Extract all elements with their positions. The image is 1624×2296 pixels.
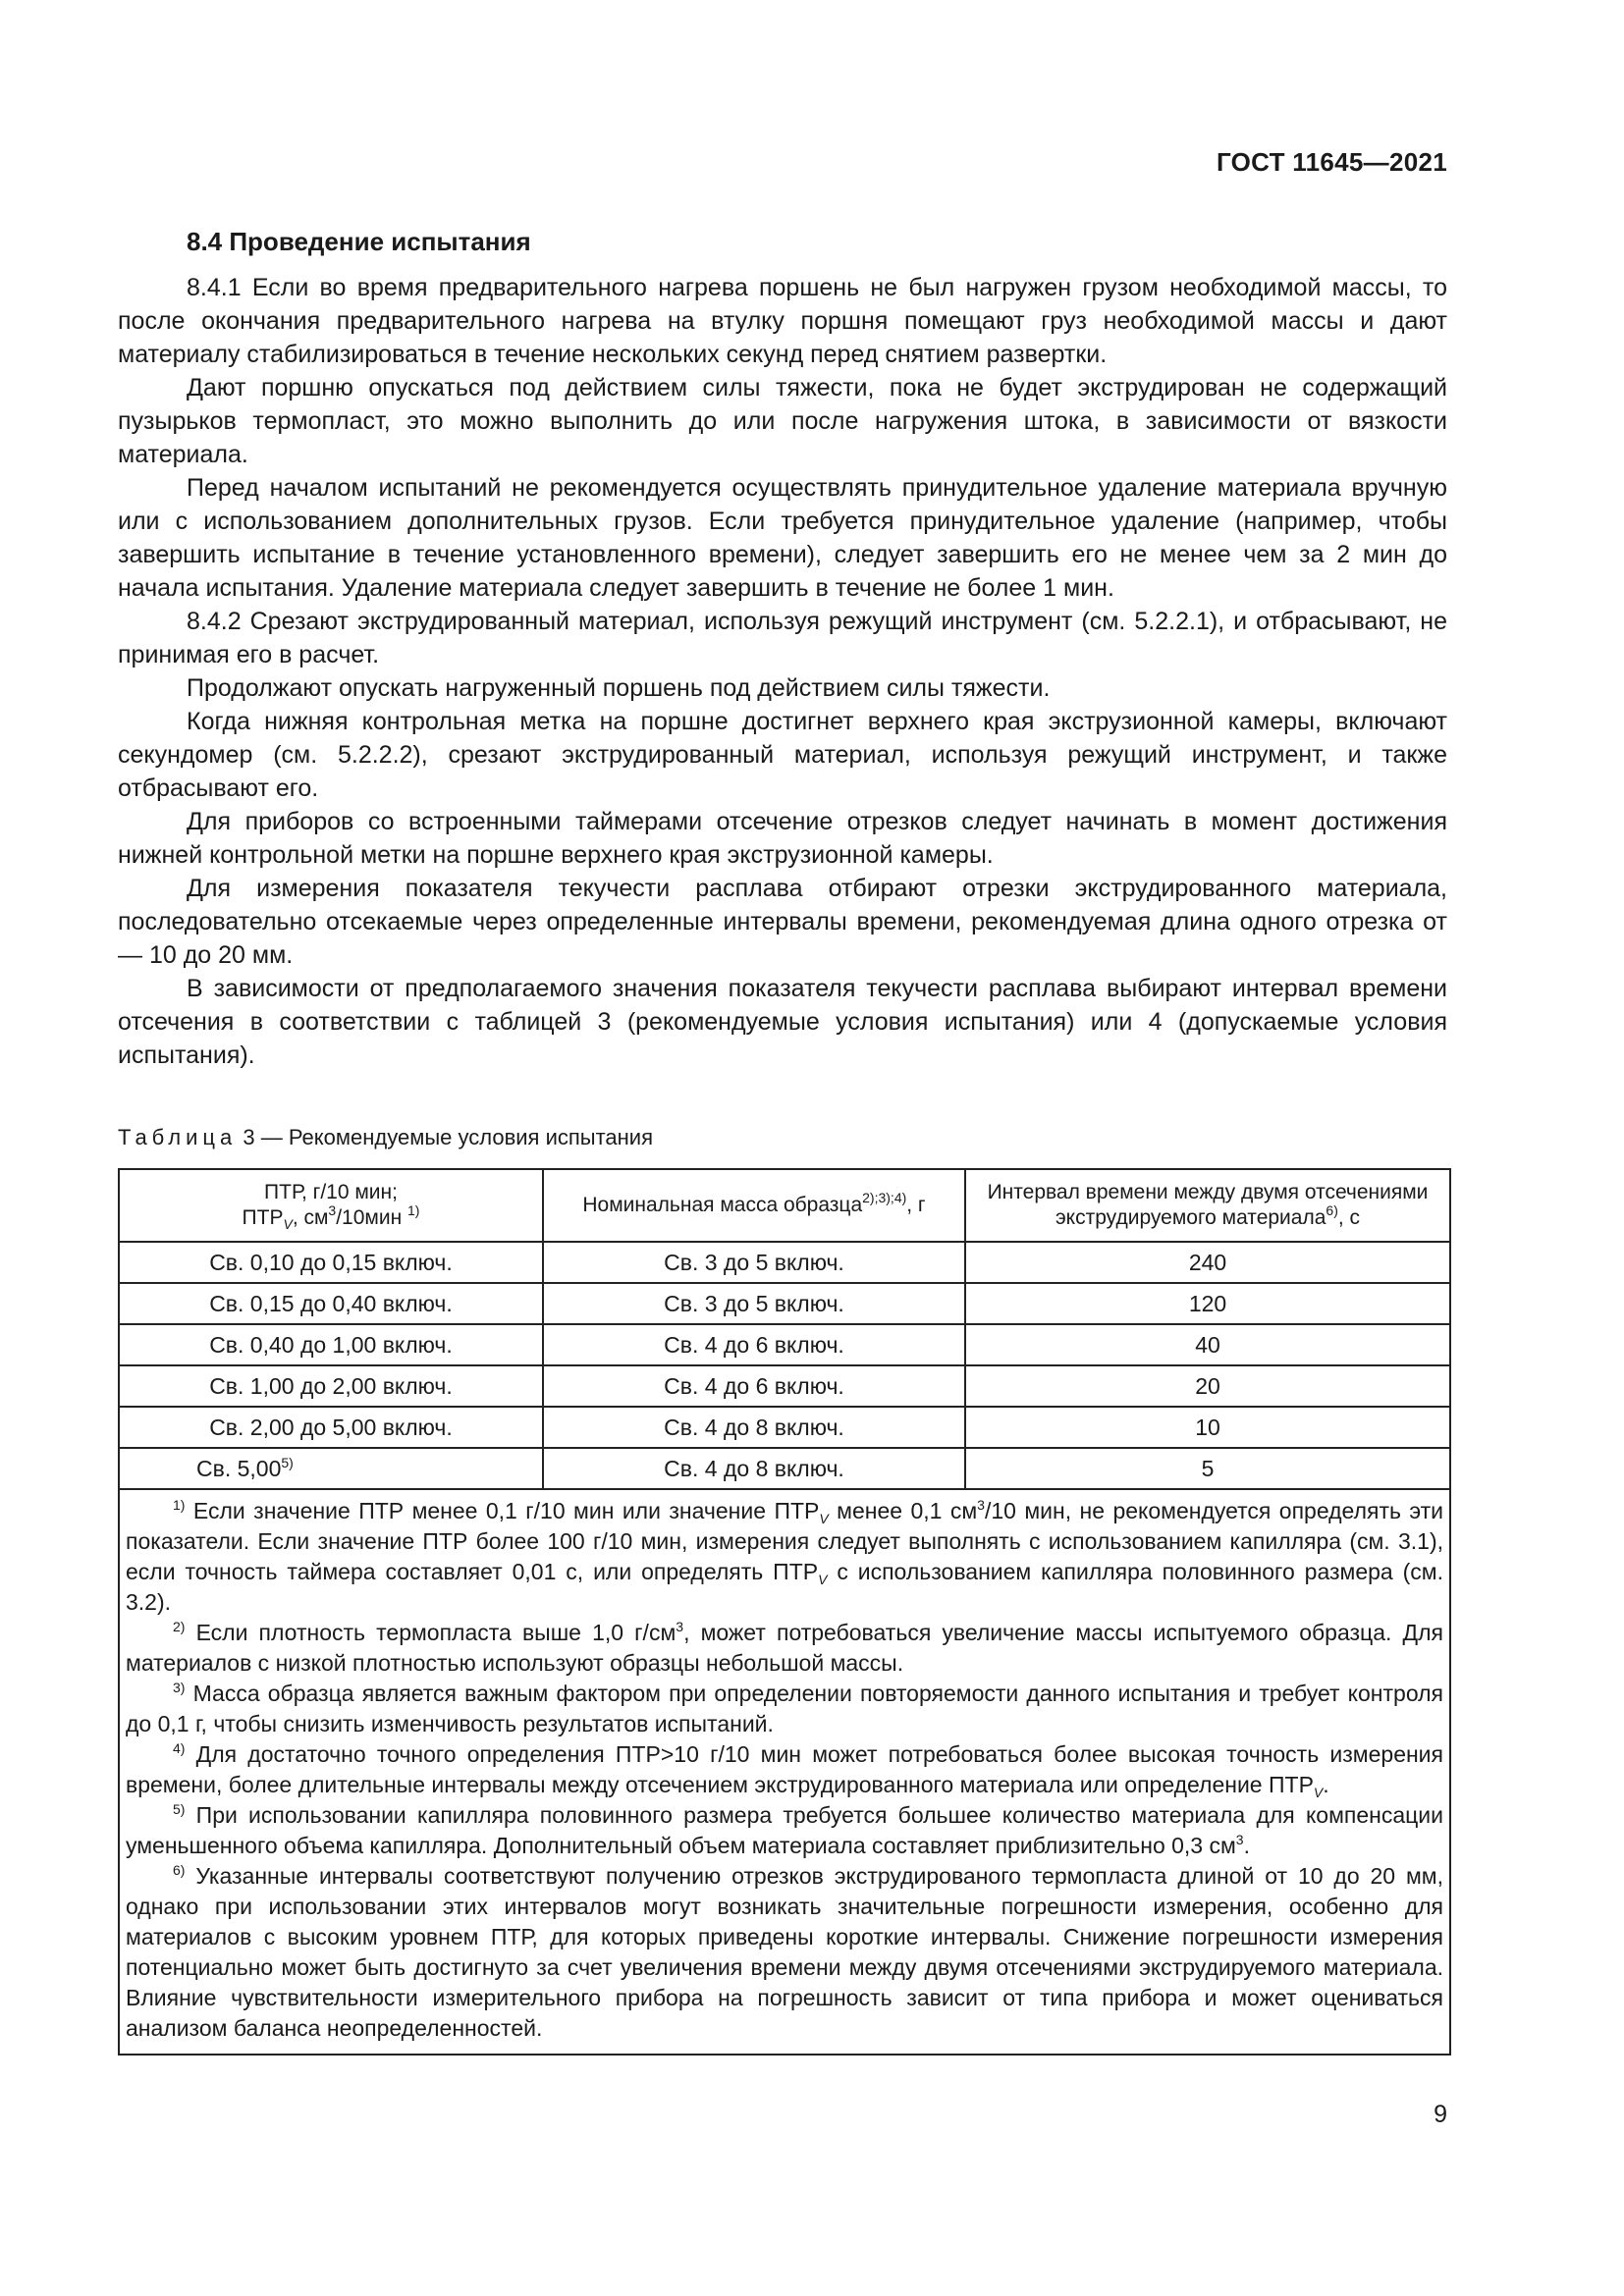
conditions-table <box>118 1168 1451 2056</box>
paragraph: Продолжают опускать нагруженный поршень под действием силы тяжести. <box>187 674 1051 702</box>
footnote-text: Масса образца является важным фактором при определении повторяемости данного испытания и требует контроля до 0,1 г, чтобы снизить изменчивость результатов испытаний. <box>126 1681 1443 1736</box>
footnote-text: , может потребоваться увеличение массы испытуемого образца. Для материалов с низкой плотностью используют образцы небольшой массы. <box>126 1620 1443 1676</box>
cell-interval: 5 <box>965 1448 1450 1489</box>
paragraph: Для приборов со встроенными таймерами отсечение отрезков следует начинать в момент достижения нижней контрольной метки на поршне верхнего края экструзионной камеры. <box>118 808 1447 869</box>
cell-mass: Св. 4 до 6 включ. <box>543 1365 965 1407</box>
table-caption-text: 3 — Рекомендуемые условия испытания <box>237 1125 654 1149</box>
footnote-sup: 3 <box>1235 1832 1244 1847</box>
table-caption-label: Таблица <box>118 1125 238 1149</box>
footnote-text: с использованием капилляра половинного размера (см. 3.2). <box>126 1559 1443 1615</box>
footnote-1 <box>126 1496 1443 1618</box>
table-row <box>119 1283 1450 1324</box>
cell-mass: Св. 3 до 5 включ. <box>543 1242 965 1283</box>
cell-interval: 10 <box>965 1407 1450 1448</box>
footnote-6 <box>126 1861 1443 2044</box>
footnote-3 <box>126 1679 1443 1739</box>
paragraph: Перед началом испытаний не рекомендуется осуществлять принудительное удаление материала вручную или с использованием дополнительных грузов. Если требуется принудительное удаление (например, чтобы завершить испытание в течение установленного времени), следует завершить его не менее чем за 2 мин до начала испытания. Удаление материала следует завершить в течение не более 1 мин. <box>118 474 1447 602</box>
cell-mass: Св. 4 до 8 включ. <box>543 1407 965 1448</box>
cell-ptr: Св. 1,00 до 2,00 включ. <box>119 1365 543 1407</box>
cell-mass: Св. 4 до 8 включ. <box>543 1448 965 1489</box>
table-header-row <box>119 1169 1450 1242</box>
cell-interval: 240 <box>965 1242 1450 1283</box>
footnote-text: . <box>1323 1772 1329 1797</box>
header-ptr-note: 1) <box>407 1202 420 1218</box>
cell-ptr: Св. 2,00 до 5,00 включ. <box>119 1407 543 1448</box>
table-row <box>119 1242 1450 1283</box>
document-id: ГОСТ 11645—2021 <box>1216 147 1447 177</box>
header-mass <box>543 1169 965 1242</box>
footnote-sub: V <box>1313 1785 1324 1800</box>
paragraph: 8.4.2 Срезают экструдированный материал, используя режущий инструмент (см. 5.2.2.1), и отбрасывают, не принимая его в расчет. <box>118 608 1447 668</box>
footnote-2 <box>126 1618 1443 1679</box>
header-ptr-label: ПТР <box>242 1206 284 1229</box>
footnote-text: Если значение ПТР менее 0,1 г/10 мин или значение ПТР <box>185 1498 820 1523</box>
paragraph: Когда нижняя контрольная метка на поршне достигнет верхнего края экструзионной камеры, включают секундомер (см. 5.2.2.2), срезают экструдированный материал, используя режущий инструмент, и также отбрасывают его. <box>118 708 1447 802</box>
header-interval-unit: , с <box>1337 1206 1361 1229</box>
cell-ptr-note: 5) <box>281 1454 294 1470</box>
table-row <box>119 1448 1450 1489</box>
footnote-sub: V <box>819 1511 829 1526</box>
header-ptr-sub: V <box>283 1216 293 1232</box>
footnote-text: Для достаточно точного определения ПТР>10 г/10 мин может потребоваться более высокая точность измерения времени, более длительные интервалы между отсечением экструдированного материала или определение ПТР <box>126 1741 1443 1797</box>
table-caption <box>118 1125 653 1150</box>
header-ptr-line1: ПТР, г/10 мин; <box>264 1181 398 1203</box>
cell-mass: Св. 3 до 5 включ. <box>543 1283 965 1324</box>
table-footnotes <box>119 1489 1450 2055</box>
table-row <box>119 1407 1450 1448</box>
header-ptr-sup: 3 <box>328 1202 337 1218</box>
page-number: 9 <box>1434 2101 1447 2128</box>
paragraph: В зависимости от предполагаемого значения показателя текучести расплава выбирают интервал времени отсечения в соответствии с таблицей 3 (рекомендуемые условия испытания) или 4 (допускаемые условия испытания). <box>118 975 1447 1069</box>
header-interval <box>965 1169 1450 1242</box>
paragraph: 8.4.1 Если во время предварительного нагрева поршень не был нагружен грузом необходимой массы, то после окончания предварительного нагрева на втулку поршня помещают груз необходимой массы и дают материалу стабилизироваться в течение нескольких секунд перед снятием развертки. <box>118 274 1447 368</box>
footnote-text: /10 мин, не рекомендуется определять эти показатели. Если значение ПТР более 100 г/10 мин, измерения следует выполнять с использованием капилляра (см. 3.1), если точность таймера составляет 0,01 с, или определять ПТР <box>126 1498 1443 1584</box>
footnote-text: Если плотность термопласта выше 1,0 г/см <box>185 1620 677 1645</box>
footnote-sup: 3 <box>977 1497 985 1513</box>
header-mass-unit: , г <box>906 1194 926 1216</box>
footnote-mark: 2) <box>173 1619 186 1634</box>
header-ptr-unit: , см <box>292 1206 329 1229</box>
header-mass-text: Номинальная масса образца <box>582 1194 863 1216</box>
header-interval-note: 6) <box>1326 1202 1338 1218</box>
header-mass-notes: 2);3);4) <box>862 1190 907 1205</box>
table-row <box>119 1365 1450 1407</box>
footnote-sub: V <box>818 1572 828 1587</box>
paragraph: Дают поршню опускаться под действием силы тяжести, пока не будет экструдирован не содержащий пузырьков термопласт, это можно выполнить до или после нагружения штока, в зависимости от вязкости материала. <box>118 374 1447 468</box>
cell-interval: 20 <box>965 1365 1450 1407</box>
cell-ptr: Св. 0,15 до 0,40 включ. <box>119 1283 543 1324</box>
cell-ptr: Св. 0,40 до 1,00 включ. <box>119 1324 543 1365</box>
cell-ptr: Св. 0,10 до 0,15 включ. <box>119 1242 543 1283</box>
header-ptr <box>119 1169 543 1242</box>
header-interval-text: Интервал времени между двумя отсечениями экструдируемого материала <box>987 1181 1429 1229</box>
cell-interval: 40 <box>965 1324 1450 1365</box>
header-ptr-unit-rest: /10мин <box>336 1206 408 1229</box>
footnote-5 <box>126 1800 1443 1861</box>
paragraph: Для измерения показателя текучести расплава отбирают отрезки экструдированного материала, последовательно отсекаемые через определенные интервалы времени, рекомендуемая длина одного отрезка от — 10 до 20 мм. <box>118 875 1447 969</box>
footnote-sup: 3 <box>676 1619 684 1634</box>
cell-ptr-text: Св. 5,00 <box>196 1455 282 1481</box>
footnote-text: Указанные интервалы соответствуют получению отрезков экструдированого термопласта длиной от 10 до 20 мм, однако при использовании этих интервалов могут возникать значительные погрешности измерения, особенно для материалов с высоким уровнем ПТР, для которых приведены короткие интервалы. Снижение погрешности измерения потенциально может быть достигнуто за счет увеличения времени между двумя отсечениями экструдируемого материала. Влияние чувствительности измерительного прибора на погрешность зависит от типа прибора и может оцениваться анализом баланса неопределенностей. <box>126 1863 1443 2041</box>
footnote-4 <box>126 1739 1443 1800</box>
section-title: 8.4 Проведение испытания <box>187 227 531 256</box>
cell-ptr <box>119 1448 543 1489</box>
footnote-mark: 1) <box>173 1497 186 1513</box>
table-footnotes-row <box>119 1489 1450 2055</box>
table-row <box>119 1324 1450 1365</box>
footnote-text: При использовании капилляра половинного размера требуется большее количество материала для компенсации уменьшенного объема капилляра. Дополнительный объем материала составляет приблизительно 0,3 см <box>126 1802 1443 1858</box>
cell-interval: 120 <box>965 1283 1450 1324</box>
footnote-mark: 3) <box>173 1680 186 1695</box>
footnote-mark: 4) <box>173 1740 186 1756</box>
footnote-mark: 6) <box>173 1862 186 1878</box>
footnote-mark: 5) <box>173 1801 186 1817</box>
cell-mass: Св. 4 до 6 включ. <box>543 1324 965 1365</box>
footnote-text: . <box>1243 1833 1250 1858</box>
footnote-text: менее 0,1 см <box>828 1498 978 1523</box>
body-text <box>118 224 1447 1072</box>
